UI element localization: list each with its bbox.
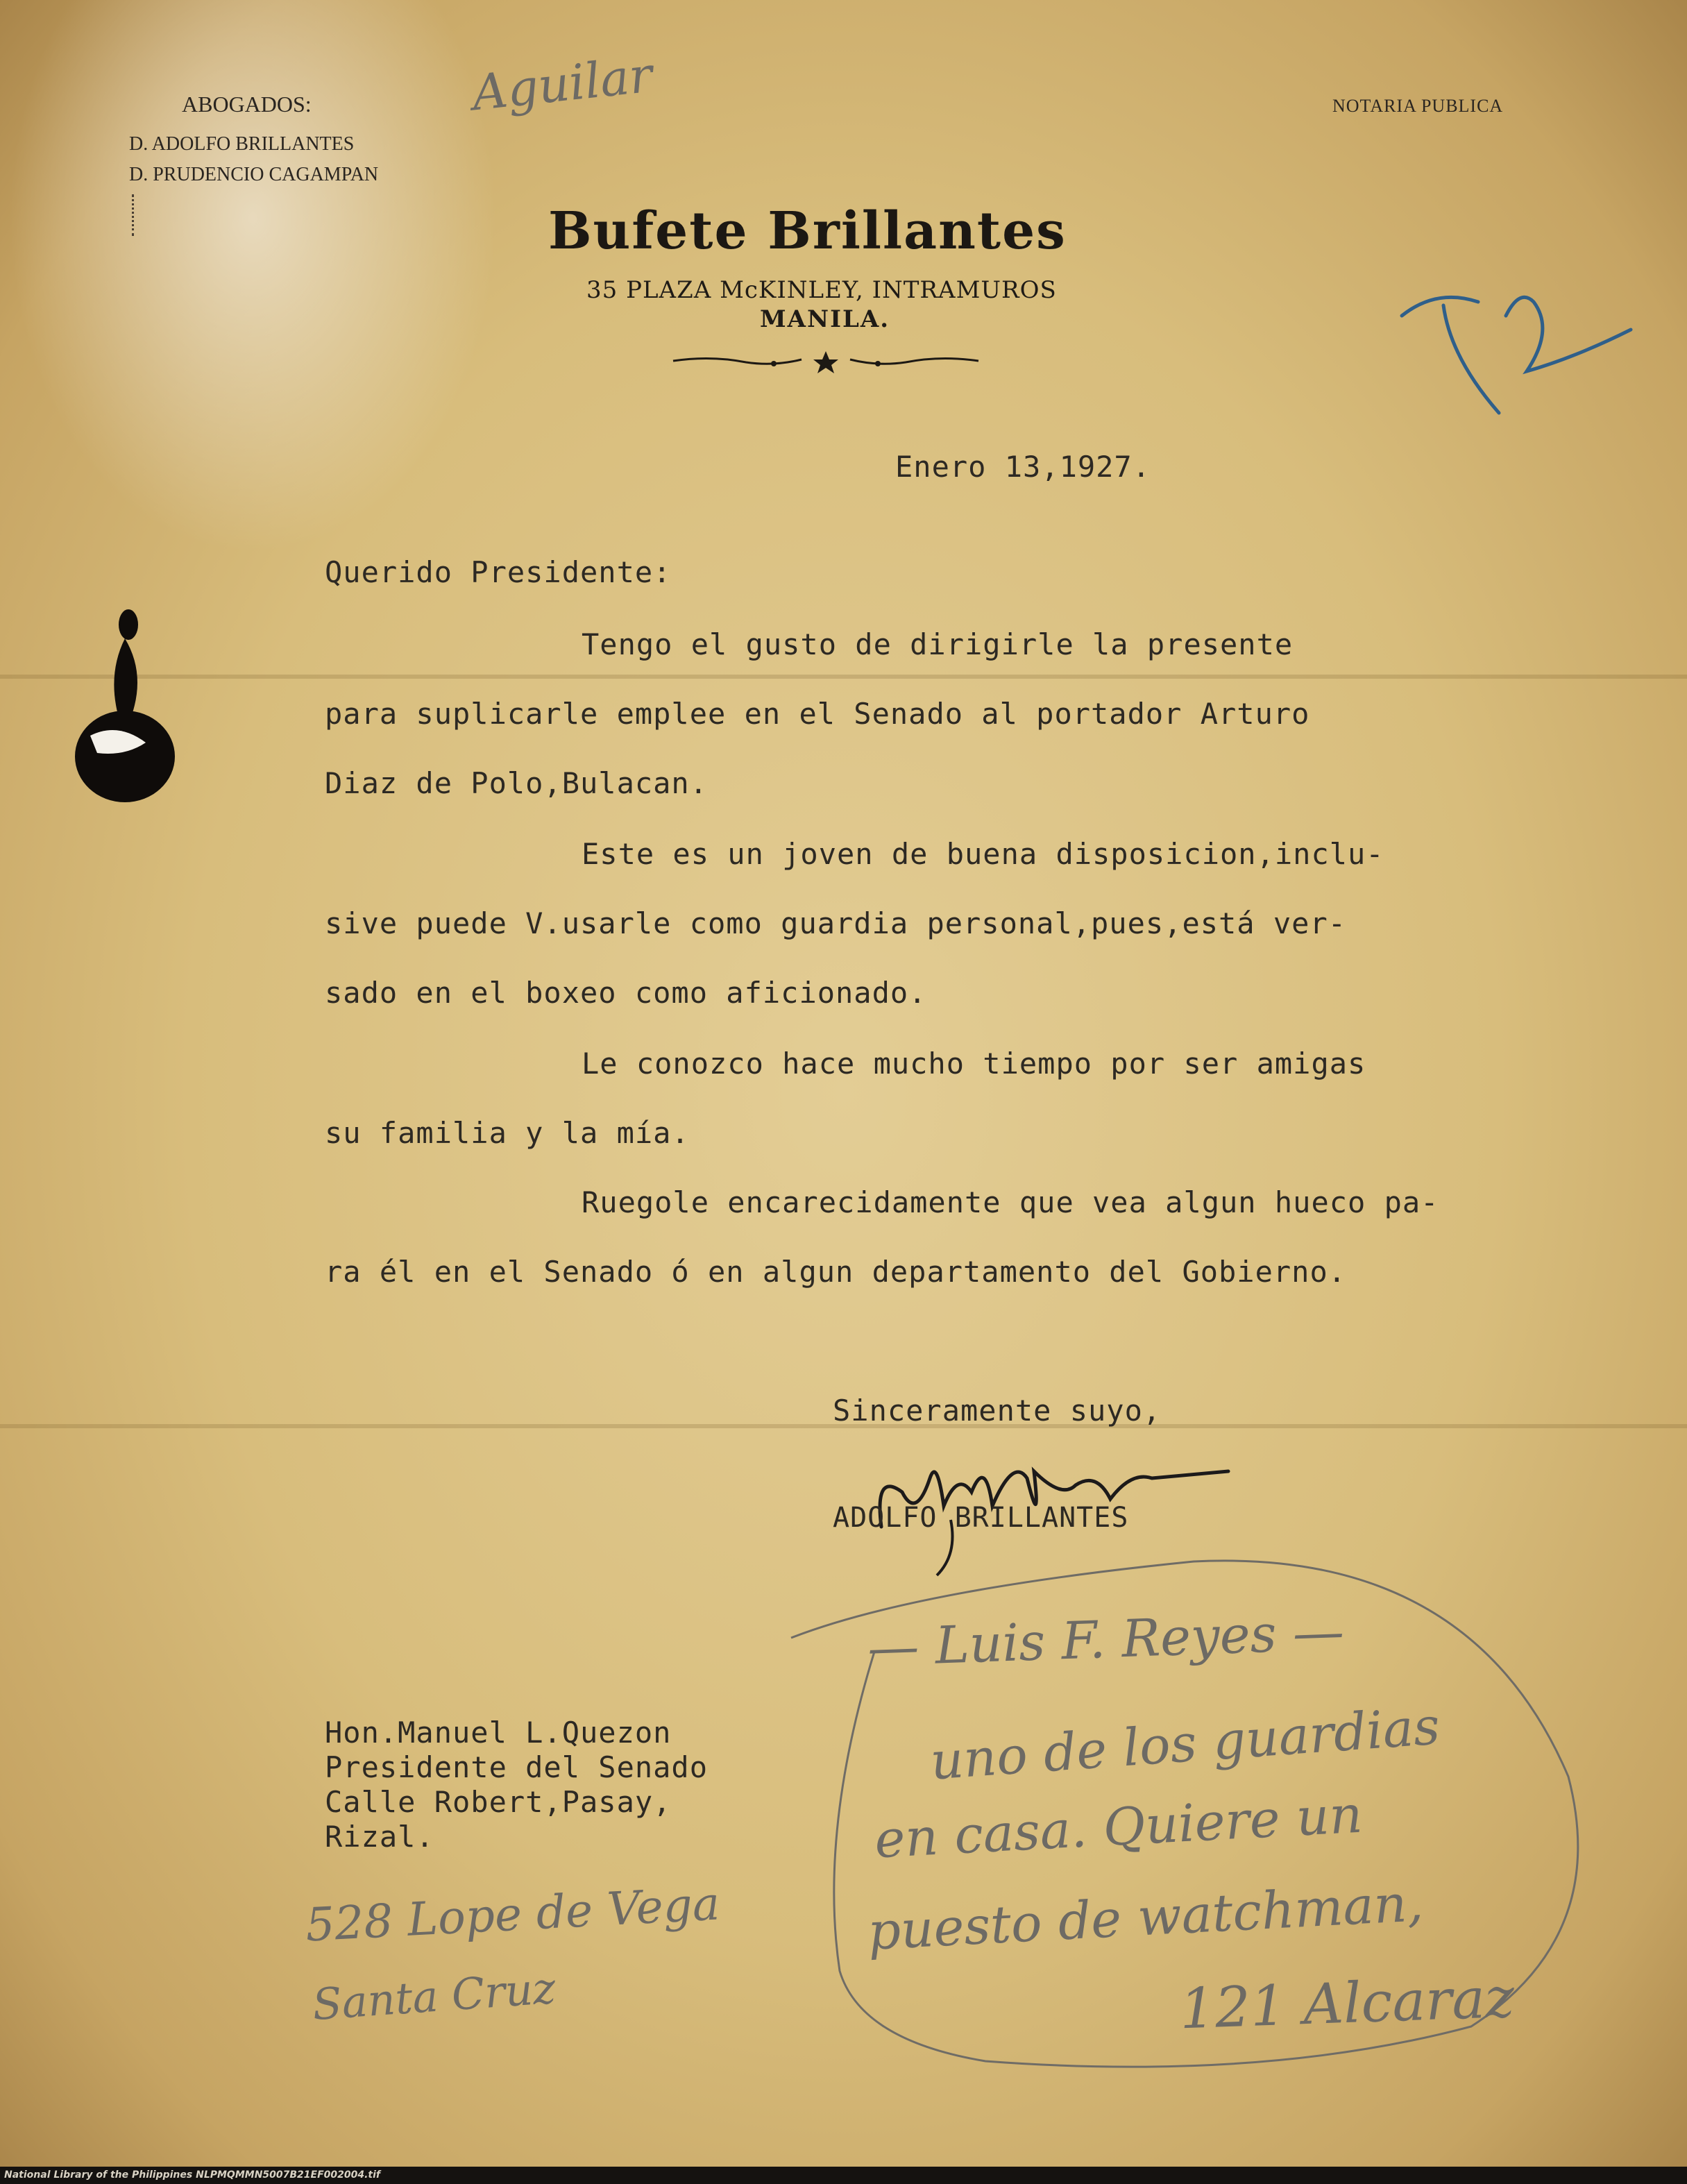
firm-city: MANILA. — [760, 305, 890, 333]
salutation: Querido Presidente: — [325, 555, 672, 589]
body-line: Tengo el gusto de dirigirle la presente — [582, 627, 1294, 661]
note-line: uno de los guardias — [928, 1696, 1442, 1792]
recipient-line: Presidente del Senado — [325, 1750, 709, 1784]
note-line: puesto de watchman, — [866, 1873, 1425, 1962]
letter-date: Enero 13,1927. — [895, 450, 1151, 484]
body-line: ra él en el Senado ó en algun departamento del Gobierno. — [325, 1255, 1347, 1289]
body-line: Ruegole encarecidamente que vea algun hueco pa- — [582, 1185, 1439, 1219]
signatory-name: ADOLFO BRILLANTES — [833, 1502, 1129, 1534]
recipient-line: Rizal. — [325, 1820, 434, 1854]
note-line: en casa. Quiere un — [873, 1784, 1364, 1870]
body-line: para suplicarle emplee en el Senado al portador Arturo — [325, 697, 1310, 731]
handwritten-address: 528 Lope de Vega — [304, 1877, 721, 1952]
handwritten-address: Santa Cruz — [310, 1962, 557, 2031]
body-line: sado en el boxeo como aficionado. — [325, 976, 927, 1010]
body-line: Diaz de Polo,Bulacan. — [325, 766, 709, 800]
notary-label: NOTARIA PUBLICA — [1332, 96, 1504, 116]
note-line: 121 Alcaraz — [1178, 1965, 1516, 2042]
archive-caption: National Library of the Philippines NLPMQMMN5007B21EF002004.tif — [0, 2167, 1687, 2184]
body-line: Le conozco hace mucho tiempo por ser amigas — [582, 1047, 1366, 1081]
fold-line — [0, 675, 1687, 679]
recipient-line: Hon.Manuel L.Quezon — [325, 1716, 672, 1750]
note-line: — Luis F. Reyes — — [866, 1602, 1346, 1678]
abogados-label: ABOGADOS: — [182, 92, 312, 117]
body-line: Este es un joven de buena disposicion,inclu- — [582, 837, 1384, 871]
body-line: sive puede V.usarle como guardia personal,pues,está ver- — [325, 906, 1347, 940]
lawyer-name: D. PRUDENCIO CAGAMPAN — [129, 164, 379, 185]
ornament — [670, 347, 982, 375]
body-line: su familia y la mía. — [325, 1116, 690, 1150]
handwritten-name: Aguilar — [469, 46, 655, 122]
firm-address: 35 PLAZA McKINLEY, INTRAMUROS — [586, 276, 1057, 304]
ink-blot — [42, 597, 194, 819]
closing: Sinceramente suyo, — [833, 1394, 1162, 1428]
dotted-margin — [132, 194, 136, 236]
recipient-line: Calle Robert,Pasay, — [325, 1785, 672, 1819]
firm-name: Bufete Brillantes — [548, 201, 1067, 261]
lawyer-name: D. ADOLFO BRILLANTES — [129, 133, 355, 155]
blue-pencil-mark — [1395, 274, 1645, 427]
